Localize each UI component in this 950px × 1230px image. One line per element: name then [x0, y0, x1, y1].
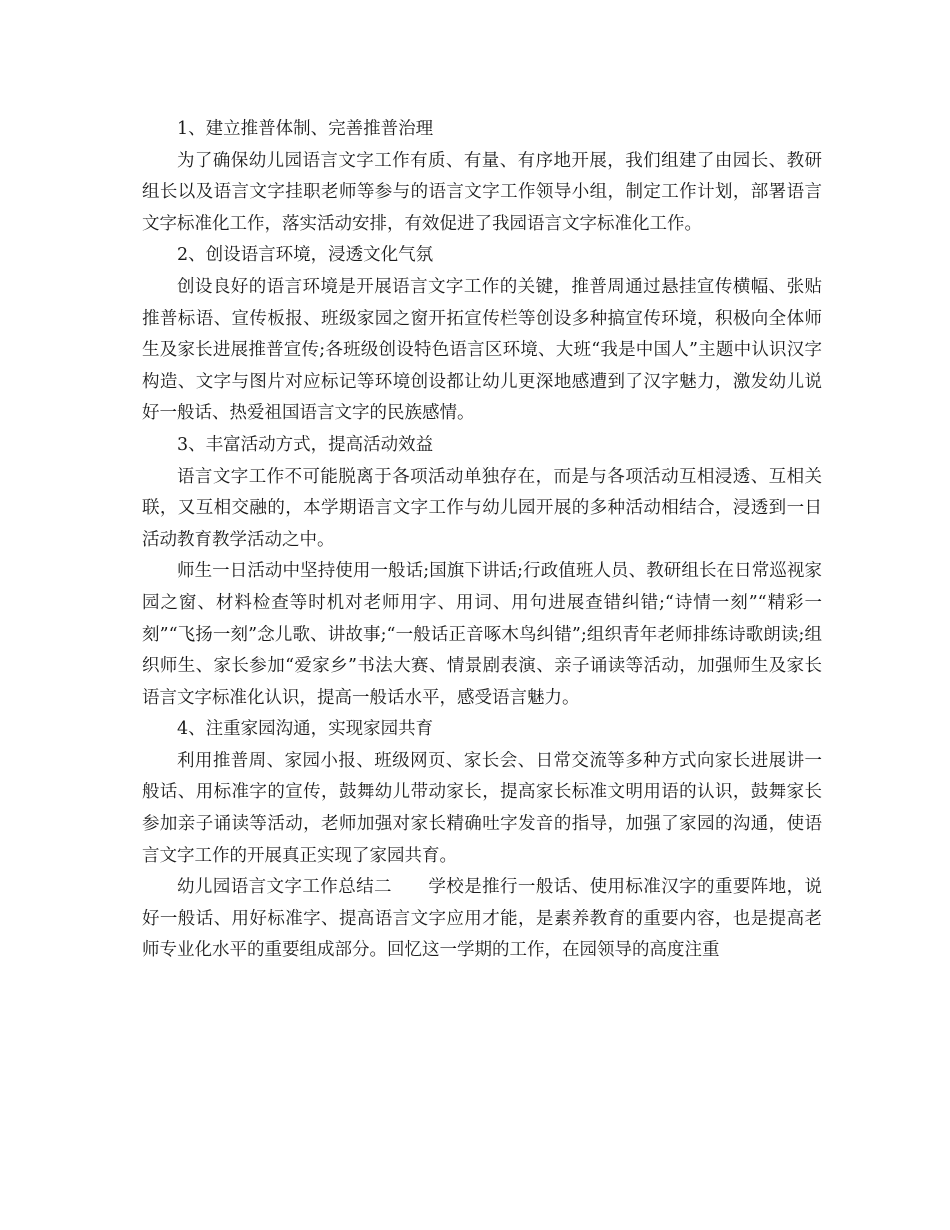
body-paragraph: 师生一日活动中坚持使用一般话;国旗下讲话;行政值班人员、教研组长在日常巡视家园之窗、材料检查等时机对老师用字、用词、用句进展查错纠错;“诗情一刻”“精彩一刻”“飞扬一刻”念儿歌、讲故事;“一般话正音啄木鸟纠错”;组织青年老师排练诗歌朗读;组织师生、家长参加“爱家乡”书法大赛、情景剧表演、亲子诵读等活动，加强师生及家长语言文字标准化认识，提高一般话水平，感受语言魅力。 [142, 561, 822, 708]
second-summary-text: 学校是推行一般话、使用标准汉字的重要阵地，说好一般话、用好标准字、提高语言文字应用才能，是素养教育的重要内容，也是提高老师专业化水平的重要组成部分。回忆这一学期的工作，在园领导的高度注重 [142, 877, 823, 961]
section-heading-2: 2、创设语言环境，浸透文化气氛 [177, 245, 434, 266]
body-paragraph: 创设良好的语言环境是开展语言文字工作的关键，推普周通过悬挂宣传横幅、张贴推普标语、宣传板报、班级家园之窗开拓宣传栏等创设多种搞宣传环境，积极向全体师生及家长进展推普宣传;各班级创设特色语言区环境、大班“我是中国人”主题中认识汉字构造、文字与图片对应标记等环境创设都让幼儿更深地感遭到了汉字魅力，激发幼儿说好一般话、热爱祖国语言文字的民族感情。 [142, 276, 822, 424]
body-paragraph: 语言文字工作不可能脱离于各项活动单独存在，而是与各项活动互相浸透、互相关联，又互相交融的，本学期语言文字工作与幼儿园开展的多种活动相结合，浸透到一日活动教育教学活动之中。 [142, 466, 822, 550]
document-body [142, 114, 822, 967]
section-heading-1: 1、建立推普体制、完善推普治理 [177, 119, 434, 139]
section-heading-3: 3、丰富活动方式，提高活动效益 [177, 434, 434, 455]
second-summary-title: 幼儿园语言文字工作总结二 [177, 877, 392, 898]
body-paragraph: 利用推普周、家园小报、班级网页、家长会、日常交流等多种方式向家长进展讲一般话、用标准字的宣传，鼓舞幼儿带动家长，提高家长标准文明用语的认识，鼓舞家长参加亲子诵读等活动，老师加强对家长精确吐字发音的指导，加强了家园的沟通，使语言文字工作的开展真正实现了家园共育。 [142, 750, 822, 866]
final-paragraph [142, 872, 822, 967]
body-paragraph: 为了确保幼儿园语言文字工作有质、有量、有序地开展，我们组建了由园长、教研组长以及语言文字挂职老师等参与的语言文字工作领导小组，制定工作计划，部署语言文字标准化工作，落实活动安排，有效促进了我园语言文字标准化工作。 [142, 150, 822, 234]
section-heading-4: 4、注重家园沟通，实现家园共育 [177, 719, 434, 740]
